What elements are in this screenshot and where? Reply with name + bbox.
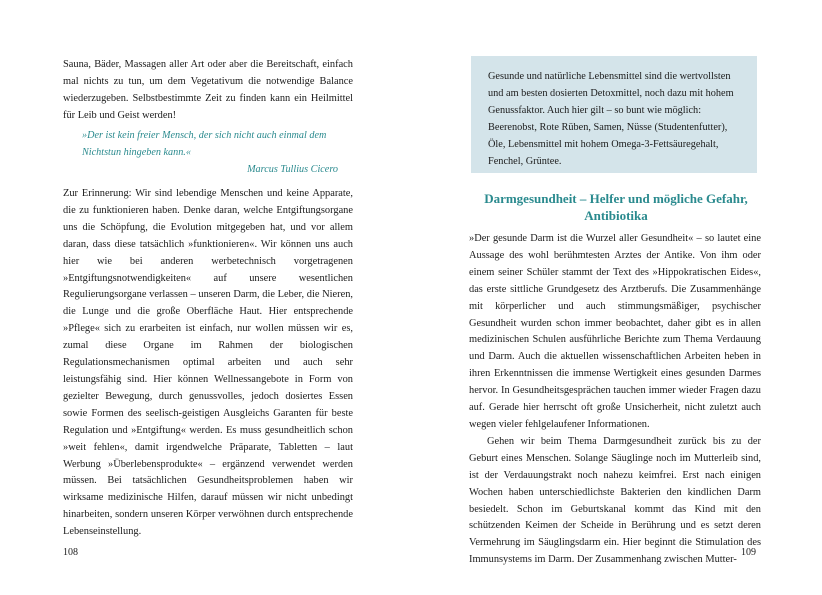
page-number-right: 109 (741, 547, 756, 558)
right-page (411, 0, 822, 595)
quote-block (82, 128, 338, 179)
info-box (471, 56, 757, 173)
right-body (469, 231, 761, 569)
right-paragraph-1: »Der gesunde Darm ist die Wurzel aller Gesundheit« – so lautet eine Aussage des wohl berühmtesten Arztes der Antike. Von ihm oder einem seiner Schüler stammt der Text des »Hippokratischen Eides«, das erste sittliche Grundgesetz des Arztberufs. Die Zusammenhänge mit körperlicher und auch stimmungsmäßiger, psychischer Gesundheit wurden schon immer beobachtet, daher gibt es in allen medizinischen Schulen ausführliche Berichte zum Thema Verdauung und Darm. Auch die aktuellen wissenschaftlichen Arbeiten heben in ihren Erkenntnissen die immense Wertigkeit eines gesunden Darmes hervor. In Gesundheitsgesprächen tauchen immer wieder Fragen dazu auf. Gerade hier herrscht oft große Unsicherheit, nicht zuletzt auch wegen vieler fehlgelaufener Informationen. (469, 233, 761, 430)
left-paragraph-1: Sauna, Bäder, Massagen aller Art oder aber die Bereitschaft, einfach mal nichts zu tun, um dem Vegetativum die notwendige Balance wiederzugeben. Selbstbestimmte Zeit zu finden kann ein Heilmittel für Leib und Geist werden! (63, 59, 353, 121)
page-number-left: 108 (63, 547, 78, 558)
quote-text: »Der ist kein freier Mensch, der sich nicht auch einmal dem Nichtstun hingeben kann.« (82, 130, 327, 158)
right-paragraph-2: Gehen wir beim Thema Darmgesundheit zurück bis zu der Geburt eines Menschen. Solange Säuglinge noch im Mutterleib sind, ist der Verdauungstrakt noch nahezu keimfrei. Erst nach einigen Wochen haben unterschiedlichste Bakterien den kindlichen Darm besiedelt. Schon im Geburtskanal kommt das Kind mit den schützenden Keimen der Scheide in Berührung und es setzt deren Vermehrung im Säuglingsdarm ein. Hier beginnt die Stimulation des Immunsystems im Darm. Der Zusammenhang zwischen Mutter- (469, 435, 761, 566)
info-box-text: Gesunde und natürliche Lebensmittel sind die wertvollsten und am besten dosierten Detoxmittel, noch dazu mit hohem Genussfaktor. Auch hier gilt – so bunt wie möglich: Beerenobst, Rote Rüben, Samen, Nüsse (Studentenfutter), Öle, Lebensmittel mit hohem Omega-3-Fettsäuregehalt, Fenchel, Grüntee. (488, 71, 734, 167)
quote-author: Marcus Tullius Cicero (247, 163, 338, 175)
left-paragraph-2: Zur Erinnerung: Wir sind lebendige Menschen und keine Apparate, die zu funktionieren haben. Denke daran, welche Entgiftungsorgane uns die Schöpfung, die Evolution mitgegeben hat, und vor allem daran, dass diese tatsächlich »funktionieren«. Wir können uns auch hier wie bei anderen werbetechnisch vorgetragenen »Entgiftungsnotwendigkeiten« auf unsere wesentlichen Regulierungsorgane verlassen – unseren Darm, die Leber, die Nieren, die Lunge und die große Oberfläche Haut. Hier entsprechende »Pflege« sich zu erarbeiten ist einfach, nur wollen müssen wir es, zumal diese Organe im Rahmen der biologischen Regulationsmechanismen optimal arbeiten und auch sehr leistungsfähig sind. Hier können Wellnessangebote in Form von gezielter Bewegung, durch genussvolles, jedoch dosiertes Essen sowie Formen des seelisch-geistigen Ausgleichs Garanten für beste Regulation und »Entgiftung« werden. Es muss gesundheitlich schon »weit fehlen«, damit irgendwelche Präparate, Tabletten – laut Werbung »Überlebensprodukte« – ergänzend verwendet werden müssen. Bei tatsächlichen Gesundheitsproblemen haben wir wirksame medizinische Hilfen, darauf müssen wir nicht unbedingt hinarbeiten, sondern unseren Körper verwöhnen durch entsprechende Lebenseinstellung. (63, 188, 353, 538)
section-heading: Darmgesundheit – Helfer und mögliche Gefahr, Antibiotika (484, 191, 748, 223)
